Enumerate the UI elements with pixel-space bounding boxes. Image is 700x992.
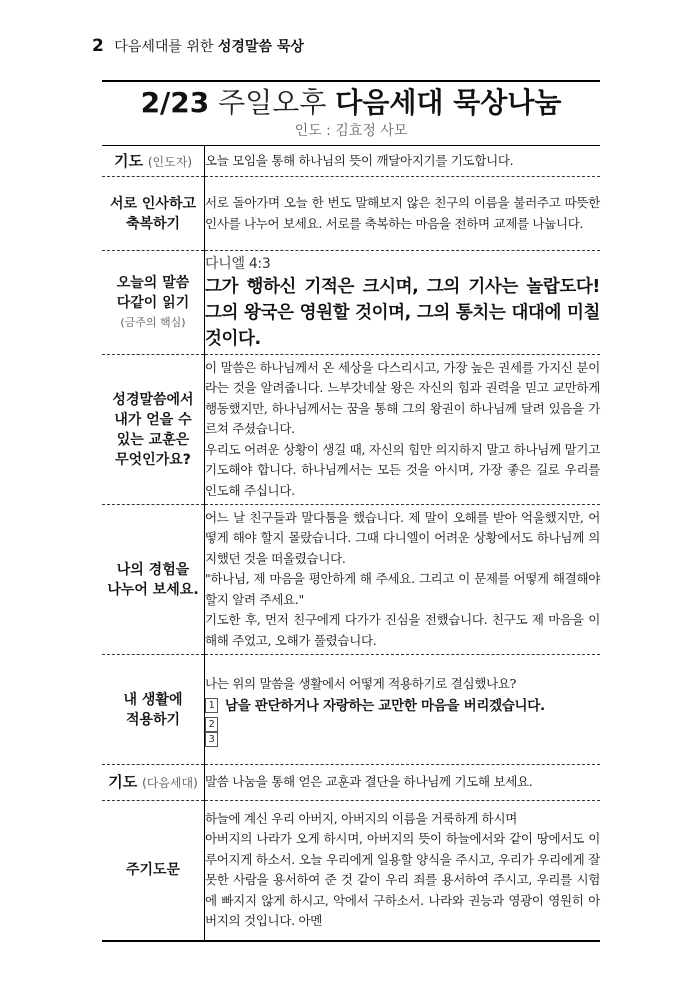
verse-text: 그가 행하신 기적은 크시며, 그의 기사는 놀랍도다! 그의 왕국은 영원할 것이며, 그의 통치는 대대에 미칠 것이다.: [205, 276, 600, 349]
label-lesson-line-4: 무엇인가요?: [115, 451, 191, 468]
content-prayer-close: 말씀 나눔을 통해 얻은 교훈과 결단을 하나님께 기도해 보세요.: [205, 774, 533, 790]
label-greeting-line-1: 서로 인사하고: [109, 195, 197, 212]
page-title: [102, 84, 600, 122]
apply-item-1-number: 1: [205, 698, 218, 713]
label-verse-note: (금주의 핵심): [120, 315, 186, 329]
leader-line: 인도 : 김효정 사모: [294, 123, 408, 139]
devotion-table: [102, 145, 600, 942]
content-greeting: 서로 돌아가며 오늘 한 번도 말해보지 않은 친구의 이름을 불러주고 따뜻한 인사를 나누어 보세요. 서로를 축복하는 마음을 전하며 교제를 나눕니다.: [205, 195, 600, 231]
row-apply: [102, 655, 600, 765]
running-header: [92, 36, 304, 57]
label-verse-line-1: 오늘의 말씀: [116, 274, 190, 291]
lesson-paragraph-1: 이 말씀은 하나님께서 온 세상을 다스리시고, 가장 높은 권세를 가지신 분이라는 것을 알려줍니다. 느부갓네살 왕은 자신의 힘과 권력을 믿고 교만하게 행동했지만, 하나님께서는 꿈을 통해 그의 왕권이 하나님께 달려 있음을 가르쳐 주셨습니다.: [205, 359, 600, 437]
apply-item-1-text[interactable]: 남을 판단하거나 자랑하는 교만한 마음을 버리겠습니다.: [225, 697, 545, 714]
experience-paragraph-2: "하나님, 제 마음을 평안하게 해 주세요. 그리고 이 문제를 어떻게 해결해야 할지 알려 주세요.": [205, 571, 600, 607]
header-prefix: 다음세대를 위한: [114, 39, 214, 55]
label-prayer-open-title: 기도: [114, 151, 143, 170]
lords-prayer-line-2: 아버지의 나라가 오게 하시며, 아버지의 뜻이 하늘에서와 같이 땅에서도 이루어지게 하소서. 오늘 우리에게 일용할 양식을 주시고, 우리가 우리에게 잘못한 사람을 용서하여 준 것 같이 우리 죄를 용서하여 주시고, 우리를 시험에 빠지지 않게 하시고, 악에서 구하소서. 나라와 권능과 영광이 영원히 아버지의 것입니다. 아멘: [205, 831, 600, 929]
label-prayer-open-note: (인도자): [147, 154, 192, 169]
label-prayer-close-title: 기도: [108, 773, 138, 791]
label-prayer-close: [102, 765, 205, 801]
apply-item-2-number: 2: [205, 717, 218, 732]
experience-paragraph-3: 기도한 후, 먼저 친구에게 다가가 진심을 전했습니다. 친구도 제 마음을 이해해 주었고, 오해가 풀렸습니다.: [205, 612, 600, 648]
title-main: 다음세대 묵상나눔: [335, 86, 562, 119]
lesson-paragraph-2: 우리도 어려운 상황이 생길 때, 자신의 힘만 의지하지 말고 하나님께 맡기고 기도해야 합니다. 하나님께서는 모든 것을 아시며, 가장 좋은 길로 우리를 인도해 주십니다.: [205, 441, 600, 498]
title-date: 2/23: [140, 86, 210, 119]
top-rule: [102, 80, 600, 82]
header-series: 성경말씀 묵상: [217, 39, 304, 55]
experience-paragraph-1: 어느 날 친구들과 말다툼을 했습니다. 제 말이 오해를 받아 억울했지만, 어떻게 해야 할지 몰랐습니다. 그때 다니엘이 어려운 상황에서도 하나님께 의지했던 것을 떠올렸습니다.: [205, 509, 600, 566]
row-experience: [102, 505, 600, 655]
label-greeting: [102, 177, 205, 251]
content-lords-prayer: [205, 801, 601, 941]
apply-item-1: [205, 695, 600, 717]
label-greeting-line-2: 축복하기: [125, 215, 181, 232]
row-prayer-close: [102, 765, 600, 801]
apply-item-3: [205, 732, 600, 747]
label-experience-line-2: 나누어 보세요.: [107, 581, 199, 598]
row-lords-prayer: [102, 801, 600, 941]
title-subtitle: 주일오후: [218, 86, 327, 119]
content-lesson: [205, 355, 601, 505]
apply-item-3-number: 3: [205, 732, 218, 747]
content-apply: [205, 655, 601, 765]
label-experience-line-1: 나의 경험을: [116, 561, 190, 578]
row-verse: [102, 251, 600, 355]
label-verse: [102, 251, 205, 355]
label-apply-line-2: 적용하기: [125, 711, 181, 728]
label-lesson-line-2: 내가 얻을 수: [114, 411, 192, 428]
verse-reference: 다니엘 4:3: [205, 255, 271, 272]
label-apply-line-1: 내 생활에: [123, 691, 183, 708]
row-greeting: [102, 177, 600, 251]
content-prayer-open: 오늘 모임을 통해 하나님의 뜻이 깨달아지기를 기도합니다.: [205, 152, 514, 168]
label-lesson: [102, 355, 205, 505]
label-apply: [102, 655, 205, 765]
label-lesson-line-3: 있는 교훈은: [116, 431, 190, 448]
label-experience: [102, 505, 205, 655]
page-number: 2: [92, 36, 104, 56]
label-prayer-open: [102, 146, 205, 177]
apply-item-2: [205, 717, 600, 732]
label-lords-prayer: 주기도문: [102, 801, 205, 941]
row-prayer-open: [102, 146, 600, 177]
label-verse-line-2: 다같이 읽기: [116, 294, 190, 311]
apply-question: 나는 위의 말씀을 생활에서 어떻게 적용하기로 결심했나요?: [205, 675, 517, 691]
label-lesson-line-1: 성경말씀에서: [112, 391, 194, 408]
label-prayer-close-note: (다음세대): [142, 776, 198, 790]
lords-prayer-line-1: 하늘에 계신 우리 아버지, 아버지의 이름을 거룩하게 하시며: [205, 810, 517, 826]
content-verse: [205, 251, 601, 355]
row-lesson: [102, 355, 600, 505]
title-block: [102, 84, 600, 140]
content-experience: [205, 505, 601, 655]
